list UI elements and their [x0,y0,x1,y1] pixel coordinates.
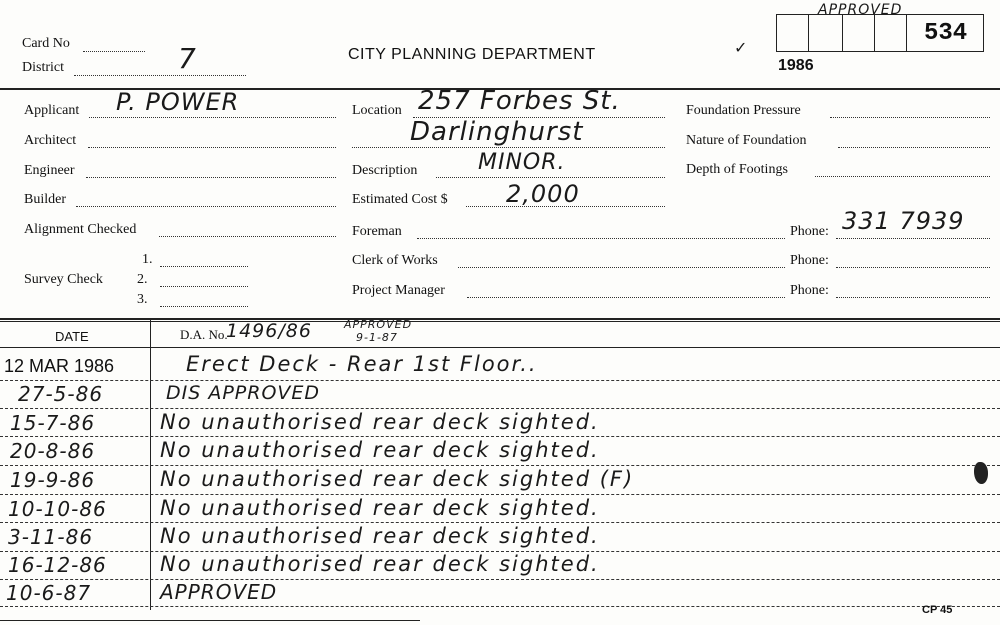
builder-label: Builder [24,192,66,207]
district-value: 7 [178,42,197,75]
depth-of-footings-label: Depth of Footings [686,162,788,177]
district-label: District [22,60,64,75]
phone-label-3: Phone: [790,283,829,298]
survey-2: 2. [137,272,148,287]
phone-label-1: Phone: [790,224,829,239]
engineer-label: Engineer [24,163,75,178]
entry-text-7: No unauthorised rear deck sighted. [160,552,600,576]
clerk-of-works-label: Clerk of Works [352,253,438,268]
estimated-cost-label: Estimated Cost $ [352,192,448,207]
entry-text-4: No unauthorised rear deck sighted (F) [160,467,635,491]
location-value-2: Darlinghurst [410,117,584,147]
approved-stamp: APPROVED [818,2,903,18]
department-title: CITY PLANNING DEPARTMENT [348,46,596,63]
estimated-cost-value: 2,000 [506,180,580,208]
survey-check-label: Survey Check [24,272,103,287]
entry-text-1: DIS APPROVED [166,382,321,404]
entry-text-6: No unauthorised rear deck sighted. [160,524,600,548]
card-no-label: Card No [22,36,70,51]
survey-1: 1. [142,252,153,267]
location-value-1: 257 Forbes St. [418,86,621,116]
entry-date-2: 15-7-86 [10,411,96,435]
entry-text-2: No unauthorised rear deck sighted. [160,410,600,434]
da-note-approved: APPROVED [344,318,413,331]
survey-3: 3. [137,292,148,307]
entry-text-5: No unauthorised rear deck sighted. [160,496,600,520]
year-label: 1986 [778,57,814,74]
architect-label: Architect [24,133,77,148]
da-note-date: 9-1-87 [356,331,398,344]
entry-date-6: 3-11-86 [8,525,94,549]
entry-text-8: APPROVED [160,580,278,604]
tick-mark: ✓ [734,38,749,57]
entry-text-3: No unauthorised rear deck sighted. [160,438,600,462]
entry-date-1: 27-5-86 [18,382,104,406]
entry-date-4: 19-9-86 [10,468,96,492]
entry-date-3: 20-8-86 [10,439,96,463]
foundation-pressure-label: Foundation Pressure [686,103,801,118]
description-label: Description [352,163,418,178]
ink-blot [974,462,988,484]
form-code: CP 45 [922,604,953,616]
approval-number: 534 [924,20,968,47]
entry-date-5: 10-10-86 [8,497,107,521]
entry-date-8: 10-6-87 [6,581,92,605]
phone-label-2: Phone: [790,253,829,268]
description-value: MINOR. [478,150,566,175]
foreman-label: Foreman [352,224,402,239]
entry-date-7: 16-12-86 [8,553,107,577]
entry-date-0: 12 MAR 1986 [4,356,115,376]
phone-value: 331 7939 [842,207,965,235]
alignment-label: Alignment Checked [24,222,137,237]
applicant-label: Applicant [24,103,80,118]
location-label: Location [352,103,402,118]
entry-text-0: Erect Deck - Rear 1st Floor.. [186,352,538,376]
project-manager-label: Project Manager [352,283,445,298]
nature-of-foundation-label: Nature of Foundation [686,133,807,148]
date-header: DATE [55,329,89,344]
applicant-value: P. POWER [116,88,240,116]
da-label: D.A. No. [180,327,228,342]
da-value: 1496/86 [226,320,312,342]
